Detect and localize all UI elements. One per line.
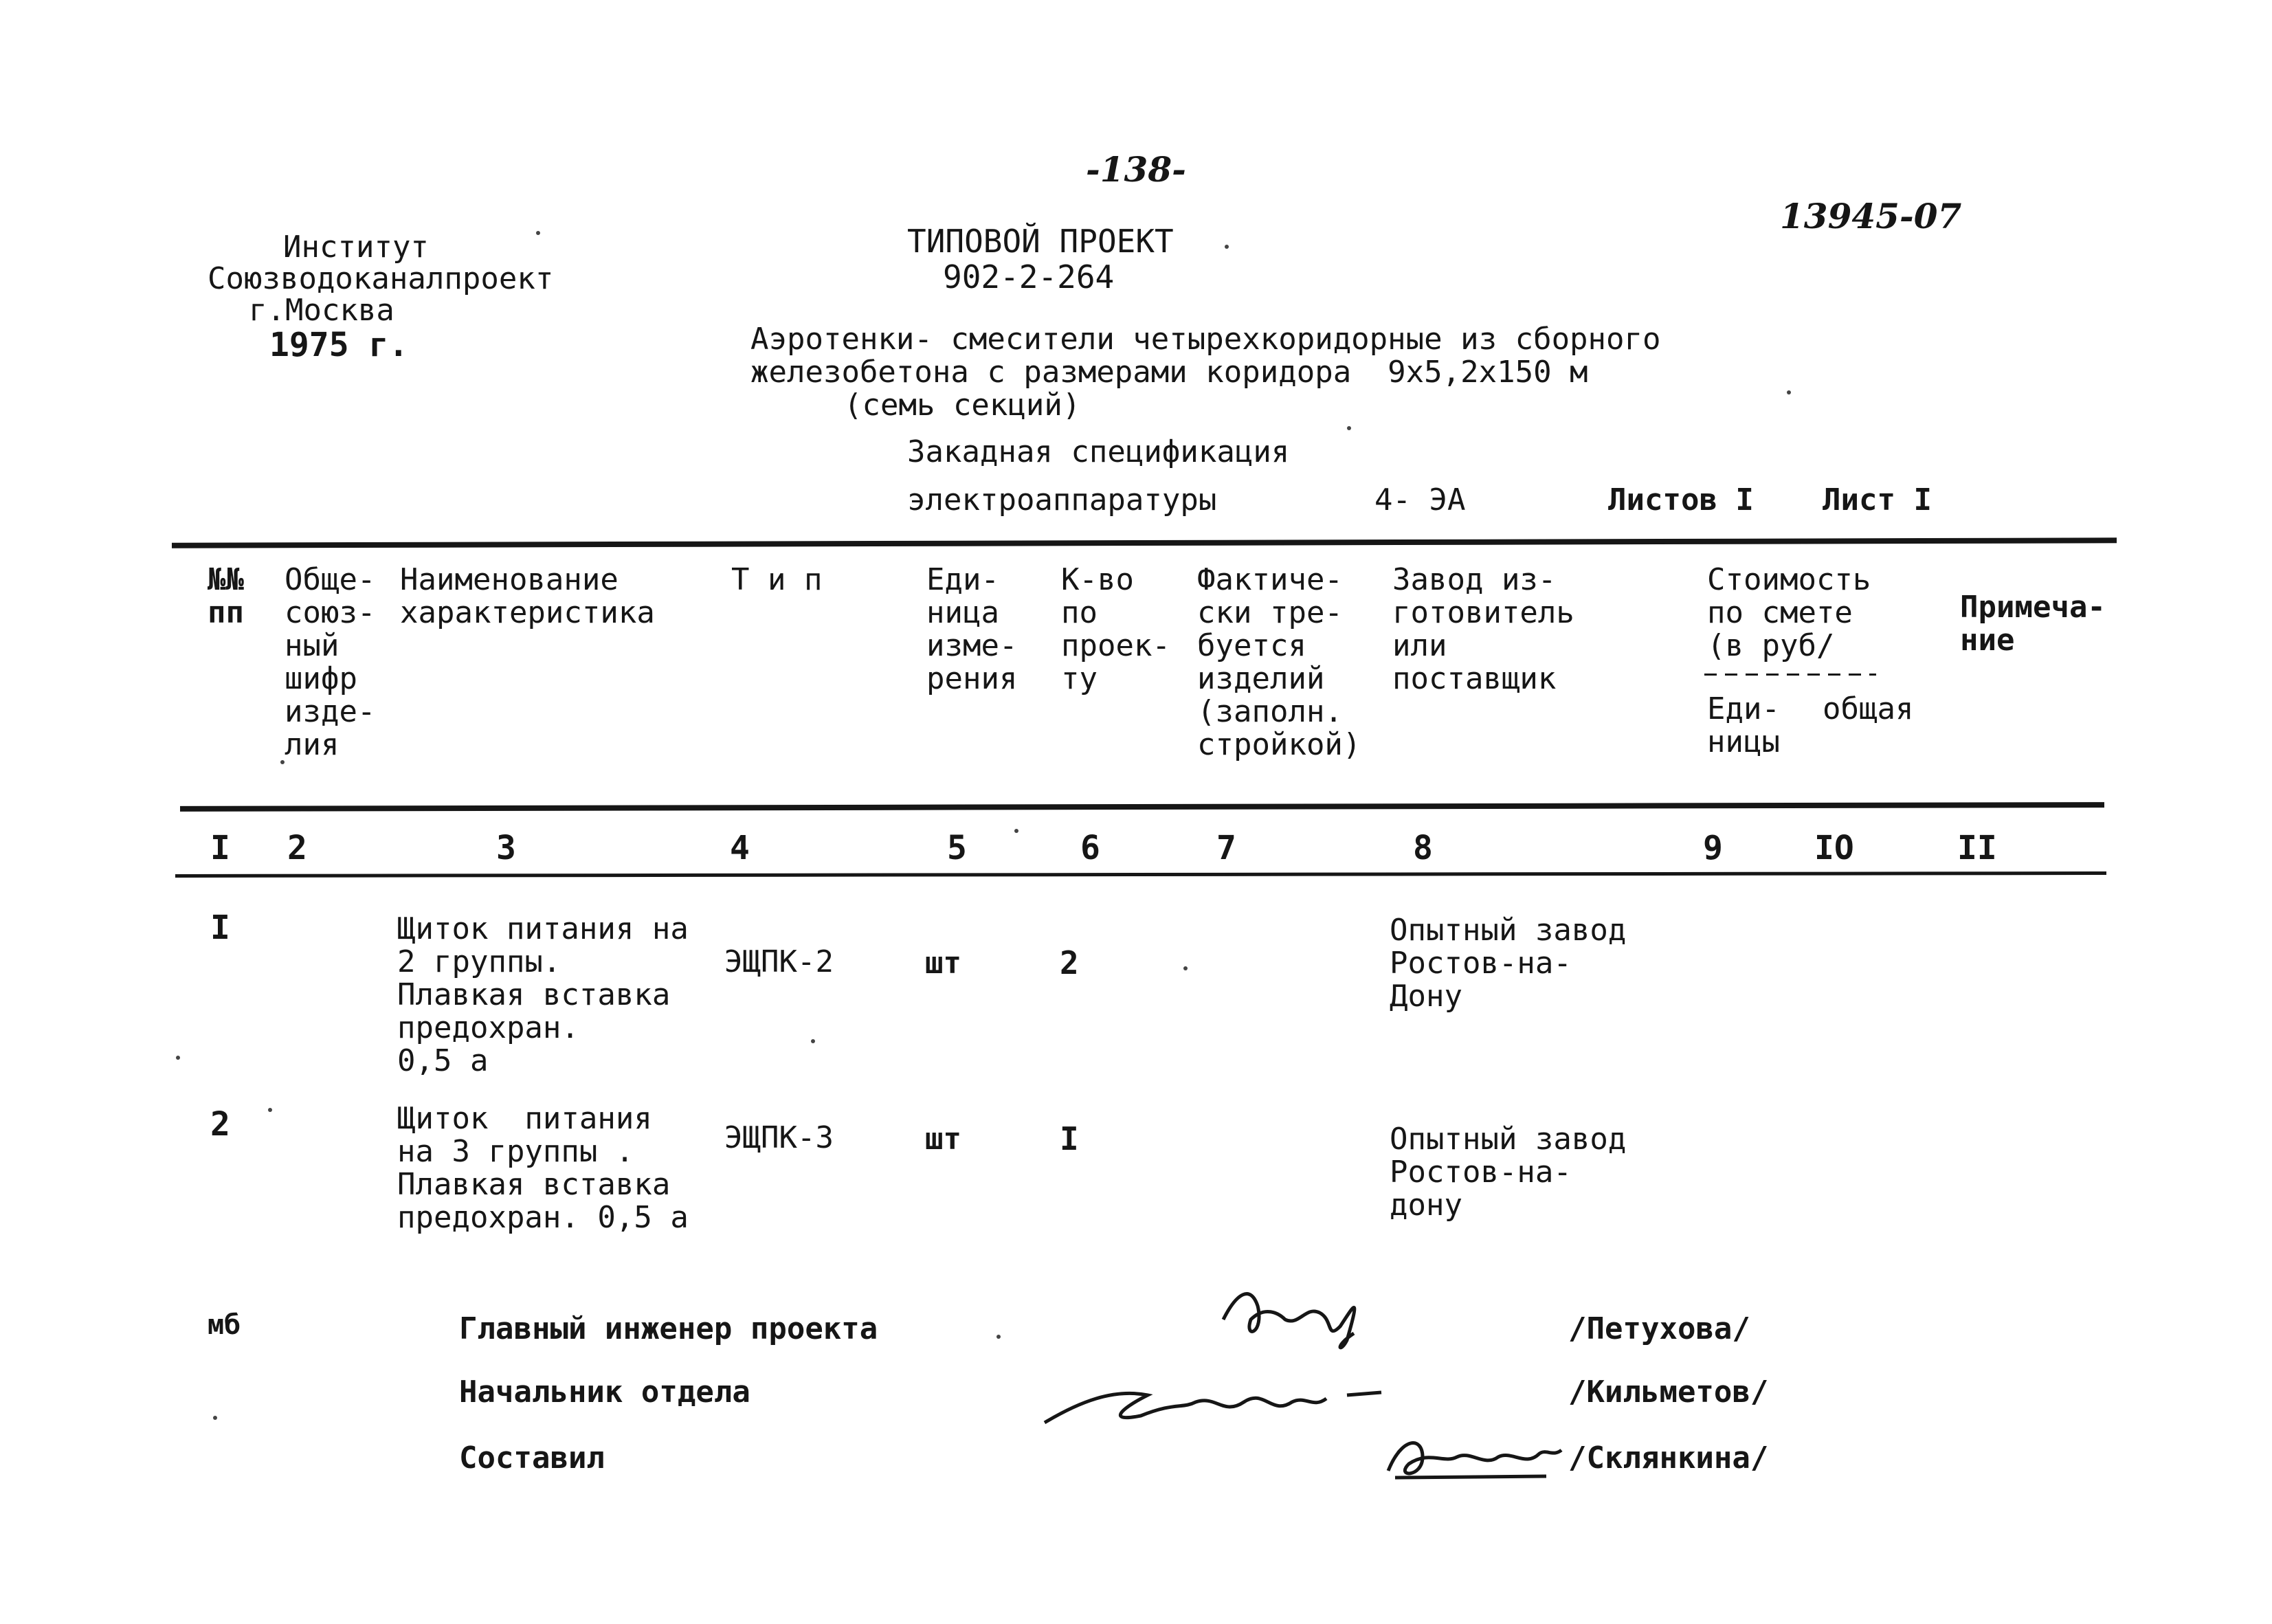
role-compiler: Составил: [459, 1441, 605, 1476]
item-manufacturer: Опытный завод Ростов-на- Дону: [1390, 913, 1627, 1014]
column-number: IO: [1814, 829, 1854, 867]
row-number: 2: [210, 1105, 230, 1144]
scan-speck: [996, 1335, 1001, 1339]
header-manufacturer: Завод из- готовитель или поставщик: [1392, 562, 1574, 696]
institute-year: 1975 г.: [269, 326, 409, 364]
header-actual: Фактиче- ски тре- буется изделий (заполн. стройкой): [1197, 562, 1361, 762]
scan-speck: [1347, 426, 1351, 430]
column-number: 4: [730, 829, 750, 867]
item-name: Щиток питания на 2 группы. Плавкая вставка предохран. 0,5 а: [397, 911, 689, 1078]
column-number: 3: [496, 829, 516, 867]
header-type: Т и п: [731, 562, 823, 597]
name-department-head: /Кильметов/: [1568, 1375, 1769, 1410]
registry-number: 13945-07: [1780, 196, 1962, 236]
column-number: 2: [287, 829, 307, 867]
scan-speck: [1183, 966, 1188, 970]
institute-name: Союзводоканалпроект: [208, 261, 554, 296]
marker-mark: мб: [208, 1309, 241, 1341]
sheet-number: Лист I: [1823, 482, 1932, 518]
column-number: 7: [1216, 829, 1236, 867]
scan-speck: [268, 1108, 272, 1112]
column-number: II: [1957, 829, 1997, 867]
name-chief-engineer: /Петухова/: [1568, 1311, 1750, 1346]
role-department-head: Начальник отдела: [459, 1375, 750, 1410]
project-title-line1: Аэротенки- смесители четырехкоридорные из сборного: [750, 322, 1661, 357]
signature-kilmetov: [1038, 1361, 1395, 1436]
scan-speck: [811, 1039, 815, 1043]
scan-speck: [176, 1056, 180, 1060]
header-note: Примеча- ние: [1960, 590, 2106, 658]
item-unit: шт: [925, 1122, 961, 1157]
institute-label: Институт: [283, 230, 429, 265]
item-quantity: 2: [1060, 944, 1079, 981]
column-number: 8: [1413, 829, 1433, 867]
header-number: №№ пп: [208, 562, 244, 630]
column-number: 5: [947, 829, 967, 867]
item-type: ЭЩПК-3: [724, 1120, 834, 1155]
scan-speck: [536, 231, 540, 235]
scan-speck: [213, 1416, 217, 1420]
scan-speck: [1787, 390, 1791, 394]
item-type: ЭЩПК-2: [724, 944, 834, 979]
sheet-count: Листов I: [1608, 482, 1754, 518]
header-code: Обще- союз- ный шифр изде- лия: [285, 562, 376, 762]
header-cost-total: общая: [1823, 691, 1914, 726]
item-manufacturer: Опытный завод Ростов-на- дону: [1390, 1122, 1627, 1223]
column-number: 9: [1703, 829, 1723, 867]
column-number: I: [210, 829, 230, 867]
row-number: I: [210, 909, 230, 947]
header-name: Наименование характеристика: [400, 562, 655, 630]
column-numbers-rule: [175, 871, 2106, 878]
header-cost: Стоимость по смете (в руб/: [1707, 562, 1871, 663]
item-name: Щиток питания на 3 группы . Плавкая вставка предохран. 0,5 а: [397, 1101, 689, 1235]
column-number: 6: [1080, 829, 1100, 867]
spec-title: Закадная спецификация: [907, 434, 1290, 469]
table-top-rule: [172, 537, 2117, 548]
item-quantity: I: [1060, 1120, 1079, 1157]
scan-speck: [280, 760, 285, 764]
cost-sub-divider: [1704, 674, 1876, 676]
signature-petukhova: [1216, 1278, 1381, 1361]
signature-sklyankina: [1381, 1430, 1567, 1484]
spec-subtitle: электроаппаратуры: [907, 482, 1217, 518]
project-number: 902-2-264: [943, 258, 1115, 296]
project-title-line2: железобетона с размерами коридора 9х5,2х150 м: [750, 355, 1588, 390]
header-bottom-rule: [180, 802, 2104, 812]
project-label: ТИПОВОЙ ПРОЕКТ: [907, 223, 1174, 260]
header-unit: Еди- ница изме- рения: [926, 562, 1018, 696]
institute-city: г.Москва: [249, 293, 394, 328]
name-compiler: /Склянкина/: [1568, 1441, 1769, 1476]
header-cost-unit: Еди- ницы: [1707, 691, 1780, 759]
spec-code: 4- ЭА: [1374, 482, 1466, 518]
header-quantity: К-во по проек- ту: [1061, 562, 1170, 696]
page-number: -138-: [1086, 149, 1186, 190]
project-title-line3: (семь секций): [844, 388, 1081, 423]
scan-speck: [1225, 245, 1229, 249]
scan-speck: [1014, 829, 1018, 833]
item-unit: шт: [925, 946, 961, 981]
role-chief-engineer: Главный инженер проекта: [459, 1311, 878, 1346]
